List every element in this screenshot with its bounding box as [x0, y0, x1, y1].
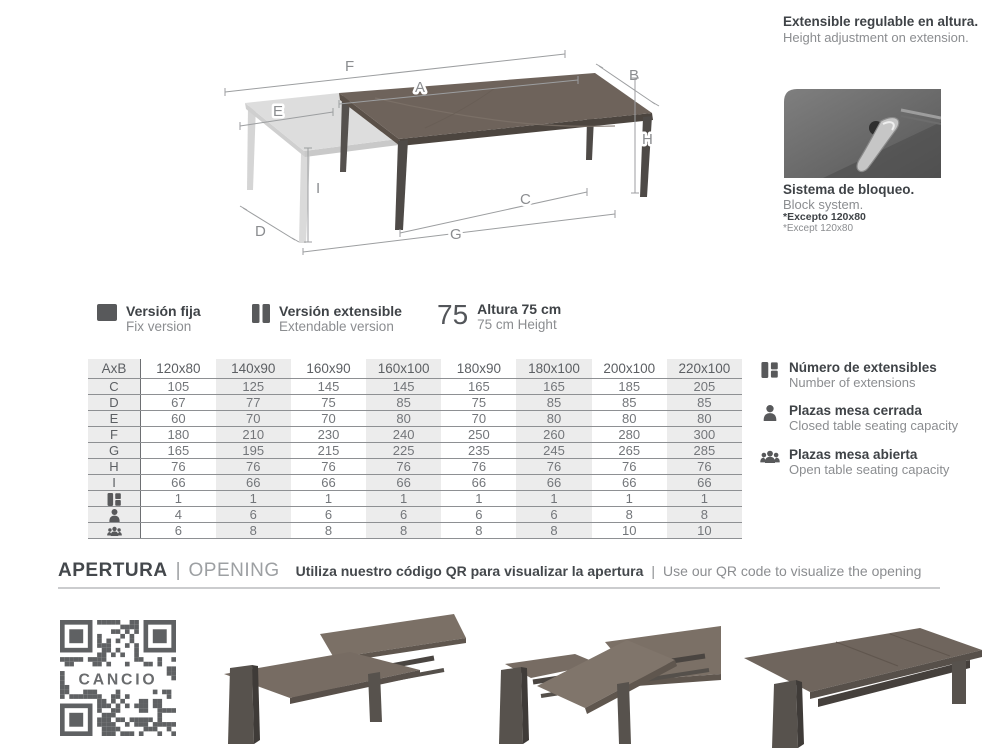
table-cell: 250	[441, 427, 516, 443]
person-icon	[760, 405, 780, 421]
side-legend-extensions	[760, 360, 937, 390]
table-row-label: H	[88, 459, 141, 475]
side-legend-open-seats	[760, 447, 949, 477]
table-cell: 66	[366, 475, 441, 491]
table-cell: 8	[667, 507, 742, 523]
table-cell: 1	[516, 491, 591, 507]
block-system-caption-es: Sistema de bloqueo.	[783, 182, 915, 197]
svg-text:I: I	[316, 180, 321, 197]
table-cell: 185	[592, 379, 667, 395]
table-cell: 1	[667, 491, 742, 507]
table-cell: 6	[141, 523, 216, 539]
table-cell: 10	[592, 523, 667, 539]
legend-extendable-version	[252, 304, 402, 334]
side-legend-open-es: Plazas mesa abierta	[789, 447, 918, 462]
extensions-icon	[107, 493, 122, 506]
svg-text:A: A	[415, 79, 426, 96]
table-cell: 77	[216, 395, 291, 411]
table-row	[88, 459, 742, 475]
table-cell: 76	[291, 459, 366, 475]
table-cell: 76	[141, 459, 216, 475]
table-cell: 76	[366, 459, 441, 475]
table-cell: 205	[667, 379, 742, 395]
table-row-label: G	[88, 443, 141, 459]
people-icon	[107, 525, 122, 538]
apertura-heading	[58, 560, 921, 582]
table-cell: 165	[516, 379, 591, 395]
table-row	[88, 507, 742, 523]
table-cell: 245	[516, 443, 591, 459]
table-cell: 80	[366, 411, 441, 427]
section-divider	[58, 587, 940, 589]
svg-text:C: C	[520, 191, 531, 208]
svg-text:D: D	[255, 223, 266, 240]
extensions-icon	[760, 362, 780, 378]
table-cell: 70	[216, 411, 291, 427]
qr-code	[60, 620, 176, 736]
table-cell: 8	[216, 523, 291, 539]
table-cell: 76	[216, 459, 291, 475]
main-table	[339, 73, 653, 230]
qr-brand-label: CANCIO	[78, 671, 158, 689]
table-cell: 1	[441, 491, 516, 507]
legend-extendable-en: Extendable version	[279, 319, 394, 334]
side-legend-open-en: Open table seating capacity	[789, 462, 950, 477]
table-cell: 8	[516, 523, 591, 539]
table-corner-label: AxB	[88, 359, 141, 379]
table-cell: 80	[667, 411, 742, 427]
legend-height-en: 75 cm Height	[477, 317, 557, 332]
table-cell: 70	[441, 411, 516, 427]
table-cell: 66	[592, 475, 667, 491]
table-cell: 80	[592, 411, 667, 427]
table-cell: 75	[441, 395, 516, 411]
table-cell: 8	[366, 523, 441, 539]
apertura-subtitle-es: Utiliza nuestro código QR para visualizar la apertura	[295, 563, 644, 579]
apertura-subtitle-divider: |	[651, 563, 656, 579]
table-column-header: 180x100	[516, 359, 591, 379]
height-adjust-title-es: Extensible regulable en altura.	[783, 14, 979, 29]
table-cell: 1	[216, 491, 291, 507]
table-dimension-diagram	[215, 40, 660, 255]
table-cell: 145	[291, 379, 366, 395]
table-cell: 1	[141, 491, 216, 507]
table-cell: 235	[441, 443, 516, 459]
table-cell: 300	[667, 427, 742, 443]
opening-step-1-image	[222, 612, 466, 748]
table-cell: 8	[592, 507, 667, 523]
legend-height-es: Altura 75 cm	[477, 301, 562, 317]
table-cell: 6	[441, 507, 516, 523]
table-cell: 230	[291, 427, 366, 443]
table-cell: 125	[216, 379, 291, 395]
table-cell: 165	[441, 379, 516, 395]
table-cell: 210	[216, 427, 291, 443]
table-cell: 105	[141, 379, 216, 395]
table-cell: 76	[667, 459, 742, 475]
dimensions-table	[88, 359, 742, 539]
svg-text:H: H	[642, 131, 653, 148]
table-row	[88, 411, 742, 427]
table-row-label: D	[88, 395, 141, 411]
svg-text:E: E	[273, 103, 284, 120]
side-legend-extensions-es: Número de extensibles	[789, 360, 937, 375]
side-legend-closed-seats	[760, 403, 958, 433]
apertura-title-en: OPENING	[188, 560, 280, 581]
fixed-version-icon	[97, 304, 117, 321]
people-icon	[760, 449, 780, 465]
table-cell: 6	[516, 507, 591, 523]
legend-fixed-en: Fix version	[126, 319, 192, 334]
table-cell: 8	[441, 523, 516, 539]
svg-text:B: B	[629, 67, 640, 84]
table-row	[88, 427, 742, 443]
table-cell: 67	[141, 395, 216, 411]
table-cell: 85	[516, 395, 591, 411]
apertura-title-es: APERTURA	[58, 560, 168, 581]
table-cell: 6	[366, 507, 441, 523]
table-cell: 10	[667, 523, 742, 539]
block-system-note-es: *Excepto 120x80	[783, 211, 866, 223]
block-system-image	[783, 88, 941, 178]
table-cell: 6	[216, 507, 291, 523]
table-cell: 66	[667, 475, 742, 491]
table-cell: 265	[592, 443, 667, 459]
table-cell: 260	[516, 427, 591, 443]
table-cell: 8	[291, 523, 366, 539]
table-row	[88, 443, 742, 459]
person-icon	[107, 509, 122, 522]
table-cell: 66	[516, 475, 591, 491]
table-row-label	[88, 491, 141, 507]
table-column-header: 180x90	[441, 359, 516, 379]
legend-fixed-version	[97, 304, 201, 334]
table-cell: 66	[216, 475, 291, 491]
svg-text:F: F	[345, 58, 355, 75]
table-cell: 80	[516, 411, 591, 427]
table-cell: 6	[291, 507, 366, 523]
side-legend-closed-es: Plazas mesa cerrada	[789, 403, 922, 418]
table-row	[88, 491, 742, 507]
table-cell: 4	[141, 507, 216, 523]
table-row	[88, 523, 742, 539]
table-cell: 60	[141, 411, 216, 427]
table-cell: 75	[291, 395, 366, 411]
table-cell: 70	[291, 411, 366, 427]
table-cell: 165	[141, 443, 216, 459]
table-cell: 145	[366, 379, 441, 395]
table-cell: 76	[516, 459, 591, 475]
table-cell: 85	[366, 395, 441, 411]
table-cell: 66	[441, 475, 516, 491]
side-legend-extensions-en: Number of extensions	[789, 375, 916, 390]
legend-extendable-es: Versión extensible	[279, 303, 402, 319]
extendable-version-icon	[252, 304, 270, 323]
opening-step-2-image	[477, 612, 721, 748]
table-column-header: 160x100	[366, 359, 441, 379]
table-cell: 85	[667, 395, 742, 411]
table-cell: 1	[291, 491, 366, 507]
table-cell: 76	[441, 459, 516, 475]
table-cell: 215	[291, 443, 366, 459]
table-cell: 285	[667, 443, 742, 459]
table-column-header: 200x100	[592, 359, 667, 379]
table-cell: 240	[366, 427, 441, 443]
block-system-caption-en: Block system.	[783, 197, 864, 212]
table-cell: 66	[291, 475, 366, 491]
table-column-header: 140x90	[216, 359, 291, 379]
table-cell: 66	[141, 475, 216, 491]
table-cell: 76	[592, 459, 667, 475]
table-cell: 180	[141, 427, 216, 443]
table-row-label: I	[88, 475, 141, 491]
table-cell: 280	[592, 427, 667, 443]
table-row	[88, 379, 742, 395]
height-adjust-title-en: Height adjustment on extension.	[783, 30, 969, 45]
block-system-note-en: *Except 120x80	[783, 223, 854, 234]
table-row	[88, 475, 742, 491]
table-column-header: 160x90	[291, 359, 366, 379]
side-legend-closed-en: Closed table seating capacity	[789, 418, 959, 433]
table-row	[88, 395, 742, 411]
apertura-subtitle-en: Use our QR code to visualize the opening	[663, 563, 922, 579]
table-cell: 195	[216, 443, 291, 459]
table-row-label	[88, 523, 141, 539]
table-row-label	[88, 507, 141, 523]
table-column-header: 220x100	[667, 359, 742, 379]
table-cell: 1	[366, 491, 441, 507]
svg-text:G: G	[450, 226, 462, 243]
apertura-title-divider: |	[175, 560, 181, 581]
table-cell: 85	[592, 395, 667, 411]
table-cell: 225	[366, 443, 441, 459]
table-column-header: 120x80	[141, 359, 216, 379]
table-row-label: E	[88, 411, 141, 427]
legend-height	[437, 300, 561, 332]
legend-fixed-es: Versión fija	[126, 303, 201, 319]
table-cell: 1	[592, 491, 667, 507]
table-row-label: F	[88, 427, 141, 443]
opening-step-3-image	[740, 610, 982, 748]
table-row-label: C	[88, 379, 141, 395]
height-value: 75	[437, 299, 469, 330]
